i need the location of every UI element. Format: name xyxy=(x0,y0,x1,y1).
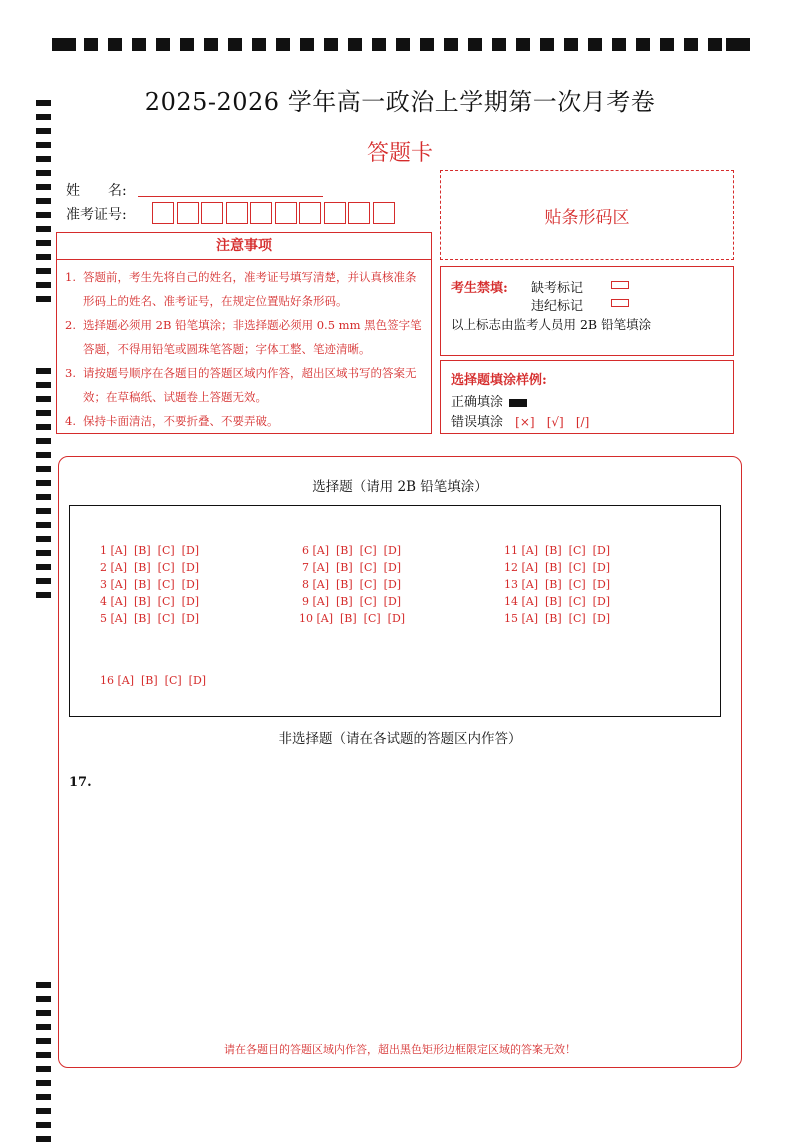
timing-mark xyxy=(420,38,434,51)
timing-mark xyxy=(660,38,674,51)
mc-question[interactable]: 4 [A] [B] [C] [D] xyxy=(100,595,200,608)
forbidden-panel xyxy=(440,266,734,356)
timing-mark xyxy=(36,550,51,556)
mc-question[interactable]: 3 [A] [B] [C] [D] xyxy=(100,578,200,591)
timing-mark xyxy=(180,38,194,51)
wrong-fill-label: 错误填涂 xyxy=(451,415,504,430)
exam-id-label: 准考证号: xyxy=(66,207,127,223)
exam-id-digit-box[interactable] xyxy=(177,202,199,224)
timing-mark xyxy=(324,38,338,51)
mc-heading: 选择题（请用 2B 铅笔填涂） xyxy=(312,479,488,495)
exam-id-digit-box[interactable] xyxy=(152,202,174,224)
notice-item xyxy=(65,409,425,433)
timing-mark xyxy=(36,268,51,274)
timing-mark xyxy=(516,38,530,51)
name-label: 姓 名: xyxy=(66,183,127,199)
timing-mark xyxy=(300,38,314,51)
timing-mark xyxy=(636,38,650,51)
barcode-area xyxy=(440,170,734,260)
nonmc-heading: 非选择题（请在各试题的答题区内作答） xyxy=(278,731,522,747)
mc-question[interactable]: 7 [A] [B] [C] [D] xyxy=(302,561,402,574)
wrong-mark-cross: [×] xyxy=(515,415,535,429)
timing-mark xyxy=(588,38,602,51)
correct-fill-label: 正确填涂 xyxy=(451,395,504,410)
notice-item-number: 4. xyxy=(65,414,76,428)
forbidden-title: 考生禁填: xyxy=(451,281,508,296)
page-title: 2025-2026 学年高一政治上学期第一次月考卷 xyxy=(144,88,656,116)
timing-mark xyxy=(36,226,51,232)
timing-mark xyxy=(204,38,218,51)
timing-mark xyxy=(36,240,51,246)
fill-sample-panel xyxy=(440,360,734,434)
mc-question[interactable]: 6 [A] [B] [C] [D] xyxy=(302,544,402,557)
barcode-label: 贴条形码区 xyxy=(544,208,630,228)
timing-mark xyxy=(564,38,578,51)
exam-id-digit-box[interactable] xyxy=(275,202,297,224)
fill-sample-title: 选择题填涂样例: xyxy=(451,373,547,388)
timing-mark xyxy=(36,396,51,402)
timing-mark xyxy=(612,38,626,51)
exam-id-digit-box[interactable] xyxy=(348,202,370,224)
wrong-mark-check: [√] xyxy=(546,415,564,429)
timing-mark xyxy=(252,38,266,51)
exam-id-digit-box[interactable] xyxy=(324,202,346,224)
timing-mark xyxy=(276,38,290,51)
timing-mark xyxy=(36,368,51,374)
timing-mark xyxy=(36,438,51,444)
timing-mark xyxy=(36,1052,51,1058)
timing-mark xyxy=(36,382,51,388)
mc-question[interactable]: 2 [A] [B] [C] [D] xyxy=(100,561,200,574)
timing-mark xyxy=(36,424,51,430)
footer-note: 请在各题目的答题区域内作答，超出黑色矩形边框限定区域的答案无效！ xyxy=(224,1043,576,1056)
exam-id-digit-box[interactable] xyxy=(373,202,395,224)
mc-question[interactable]: 10 [A] [B] [C] [D] xyxy=(299,612,406,625)
timing-mark xyxy=(36,1038,51,1044)
mc-question[interactable]: 15 [A] [B] [C] [D] xyxy=(504,612,611,625)
timing-mark xyxy=(444,38,458,51)
timing-mark xyxy=(36,1094,51,1100)
notice-item xyxy=(65,265,425,313)
exam-id-digit-box[interactable] xyxy=(201,202,223,224)
violation-mark-box[interactable] xyxy=(611,299,629,307)
timing-mark xyxy=(156,38,170,51)
timing-mark xyxy=(468,38,482,51)
timing-mark xyxy=(372,38,386,51)
answer-sheet-title: 答题卡 xyxy=(366,141,433,166)
timing-mark xyxy=(36,296,51,302)
notice-item-text: 选择题必须用 2B 铅笔填涂；非选择题必须用 0.5 mm 黑色签字笔答题，不得用铅笔或圆珠笔答题；字体工整、笔迹清晰。 xyxy=(83,318,422,356)
timing-mark xyxy=(36,494,51,500)
timing-mark xyxy=(492,38,506,51)
timing-mark xyxy=(36,1066,51,1072)
timing-mark xyxy=(708,38,722,51)
timing-mark xyxy=(36,1010,51,1016)
timing-mark xyxy=(36,982,51,988)
timing-mark xyxy=(36,522,51,528)
exam-id-digit-box[interactable] xyxy=(299,202,321,224)
notice-item-text: 答题前，考生先将自己的姓名，准考证号填写清楚，并认真核准条形码上的姓名、准考证号，在规定位置贴好条形码。 xyxy=(83,270,417,308)
timing-mark xyxy=(36,212,51,218)
timing-mark xyxy=(540,38,554,51)
timing-mark xyxy=(726,38,750,51)
timing-mark xyxy=(36,184,51,190)
timing-mark xyxy=(36,1136,51,1142)
notice-list xyxy=(65,265,425,433)
notice-item-number: 1. xyxy=(65,270,76,284)
timing-mark xyxy=(36,128,51,134)
timing-mark xyxy=(36,1108,51,1114)
violation-mark-label: 违纪标记 xyxy=(531,299,584,314)
notice-item xyxy=(65,361,425,409)
mc-question[interactable]: 9 [A] [B] [C] [D] xyxy=(302,595,402,608)
timing-mark xyxy=(36,198,51,204)
timing-mark xyxy=(36,410,51,416)
exam-id-digit-box[interactable] xyxy=(250,202,272,224)
forbidden-note: 以上标志由监考人员用 2B 铅笔填涂 xyxy=(451,317,652,332)
timing-mark xyxy=(132,38,146,51)
notice-item-number: 3. xyxy=(65,366,76,380)
notice-heading: 注意事项 xyxy=(57,233,431,260)
notice-item-number: 2. xyxy=(65,318,76,332)
notice-item-text: 请按题号顺序在各题目的答题区域内作答，超出区域书写的答案无效；在草稿纸、试题卷上答题无效。 xyxy=(83,366,417,404)
left-timing-marks xyxy=(36,100,52,1080)
timing-mark xyxy=(36,254,51,260)
timing-mark xyxy=(36,170,51,176)
timing-mark xyxy=(348,38,362,51)
mc-answer-box xyxy=(69,505,721,717)
mc-question[interactable]: 13 [A] [B] [C] [D] xyxy=(504,578,611,591)
timing-mark xyxy=(36,452,51,458)
name-field[interactable] xyxy=(138,196,323,197)
notice-item xyxy=(65,313,425,361)
absent-mark-box[interactable] xyxy=(611,281,629,289)
mc-question[interactable]: 5 [A] [B] [C] [D] xyxy=(100,612,200,625)
timing-mark xyxy=(36,480,51,486)
timing-mark xyxy=(36,508,51,514)
notice-item-text: 保持卡面清洁，不要折叠、不要弄破。 xyxy=(83,414,279,428)
exam-id-digit-box[interactable] xyxy=(226,202,248,224)
timing-mark xyxy=(36,578,51,584)
answer-area xyxy=(58,456,742,1068)
mc-question[interactable]: 12 [A] [B] [C] [D] xyxy=(504,561,611,574)
timing-mark xyxy=(36,536,51,542)
timing-mark xyxy=(52,38,76,51)
timing-mark xyxy=(36,564,51,570)
top-timing-marks xyxy=(52,38,752,52)
timing-mark xyxy=(36,1080,51,1086)
mc-question[interactable]: 16 [A] [B] [C] [D] xyxy=(100,674,207,687)
mc-question[interactable]: 11 [A] [B] [C] [D] xyxy=(504,544,611,557)
mc-question[interactable]: 1 [A] [B] [C] [D] xyxy=(100,544,200,557)
exam-id-boxes[interactable] xyxy=(152,202,397,228)
timing-mark xyxy=(36,282,51,288)
question-17-label: 17. xyxy=(69,775,92,790)
correct-fill-row xyxy=(451,391,527,410)
mc-question[interactable]: 14 [A] [B] [C] [D] xyxy=(504,595,611,608)
wrong-mark-slash: [/] xyxy=(575,415,590,429)
notice-panel xyxy=(56,232,432,434)
timing-mark xyxy=(36,1122,51,1128)
mc-question[interactable]: 8 [A] [B] [C] [D] xyxy=(302,578,402,591)
wrong-fill-row xyxy=(451,411,589,430)
timing-mark xyxy=(36,466,51,472)
absent-mark-label: 缺考标记 xyxy=(531,281,584,296)
timing-mark xyxy=(396,38,410,51)
filled-mark-icon xyxy=(509,399,527,407)
timing-mark xyxy=(36,1024,51,1030)
timing-mark xyxy=(684,38,698,51)
timing-mark xyxy=(36,996,51,1002)
timing-mark xyxy=(84,38,98,51)
timing-mark xyxy=(228,38,242,51)
timing-mark xyxy=(108,38,122,51)
timing-mark xyxy=(36,592,51,598)
